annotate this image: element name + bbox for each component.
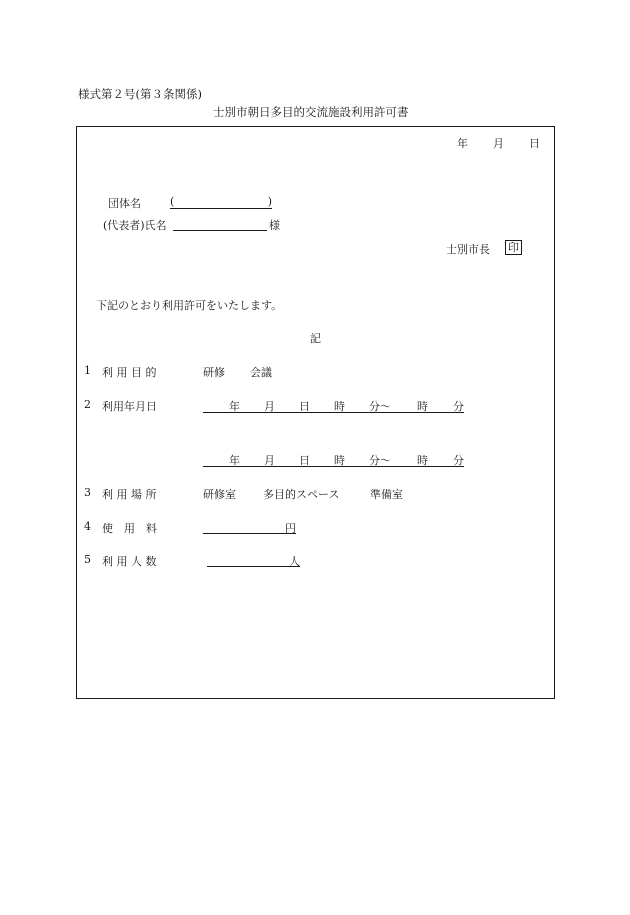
item2-label: 利用年月日 bbox=[102, 400, 157, 413]
dt2-day: 日 bbox=[299, 454, 310, 467]
date-day-label: 日 bbox=[529, 137, 540, 150]
fee-unit: 円 bbox=[285, 522, 296, 535]
item5-number: 5 bbox=[84, 553, 91, 566]
usage-datetime-line-1[interactable] bbox=[203, 398, 464, 413]
ki-heading: 記 bbox=[310, 332, 321, 345]
dt1-hour2: 時 bbox=[417, 400, 428, 413]
dt2-hour2: 時 bbox=[417, 454, 428, 467]
form-frame bbox=[76, 126, 555, 699]
item2-number: 2 bbox=[84, 398, 91, 411]
purpose-option-meeting[interactable]: 会議 bbox=[250, 366, 272, 379]
dt2-year: 年 bbox=[229, 454, 240, 467]
dt2-minute: 分 bbox=[453, 454, 464, 467]
dt1-hour: 時 bbox=[334, 400, 345, 413]
group-name-label: 団体名 bbox=[108, 197, 141, 210]
paren-open: ( bbox=[170, 195, 175, 208]
form-number: 様式第２号(第３条関係) bbox=[78, 87, 202, 101]
place-option-training-room[interactable]: 研修室 bbox=[203, 488, 236, 501]
dt1-minute-from: 分～ bbox=[369, 400, 391, 413]
date-year-label: 年 bbox=[457, 137, 468, 150]
item3-number: 3 bbox=[84, 486, 91, 499]
item1-number: 1 bbox=[84, 364, 91, 377]
place-option-multipurpose-space[interactable]: 多目的スペース bbox=[263, 488, 340, 501]
item4-label: 使 用 料 bbox=[102, 522, 157, 535]
document-title: 士別市朝日多目的交流施設利用許可書 bbox=[213, 105, 409, 119]
dt2-hour: 時 bbox=[334, 454, 345, 467]
representative-label: (代表者)氏名 bbox=[103, 219, 167, 232]
honorific-label: 様 bbox=[269, 219, 280, 232]
purpose-option-training[interactable]: 研修 bbox=[203, 366, 225, 379]
dt1-year: 年 bbox=[229, 400, 240, 413]
dt2-month: 月 bbox=[264, 454, 275, 467]
dt1-day: 日 bbox=[299, 400, 310, 413]
item4-number: 4 bbox=[84, 520, 91, 533]
date-month-label: 月 bbox=[493, 137, 504, 150]
dt2-minute-from: 分～ bbox=[369, 454, 391, 467]
representative-name-field[interactable] bbox=[173, 217, 267, 231]
official-seal-box bbox=[505, 240, 522, 255]
issuer-label: 士別市長 bbox=[446, 243, 490, 256]
people-count-field[interactable] bbox=[207, 553, 300, 567]
usage-datetime-line-2[interactable] bbox=[203, 452, 464, 467]
intro-text: 下記のとおり利用許可をいたします。 bbox=[96, 299, 283, 312]
dt1-month: 月 bbox=[264, 400, 275, 413]
item5-label: 利 用 人 数 bbox=[102, 555, 157, 568]
fee-field[interactable] bbox=[203, 520, 296, 534]
item1-label: 利 用 目 的 bbox=[102, 366, 157, 379]
people-unit: 人 bbox=[289, 555, 300, 568]
place-option-preparation-room[interactable]: 準備室 bbox=[370, 488, 403, 501]
item3-label: 利 用 場 所 bbox=[102, 488, 157, 501]
paren-close: ) bbox=[267, 195, 272, 208]
dt1-minute: 分 bbox=[453, 400, 464, 413]
seal-mark: 印 bbox=[505, 240, 522, 255]
group-name-field[interactable] bbox=[170, 195, 272, 209]
